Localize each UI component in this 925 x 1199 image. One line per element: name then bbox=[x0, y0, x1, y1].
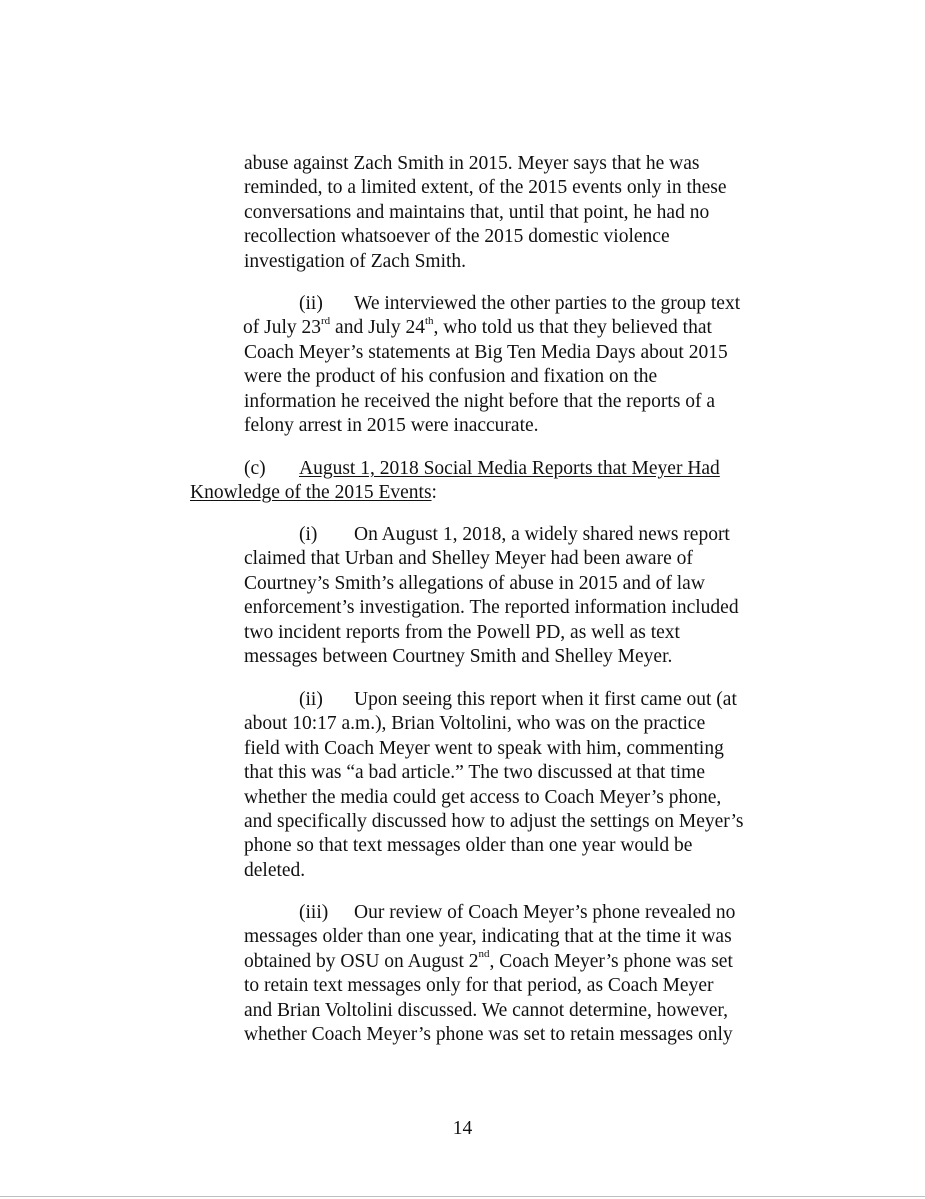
text-line: investigation of Zach Smith. bbox=[244, 250, 467, 272]
text-run: On August 1, 2018, a widely shared news report bbox=[354, 524, 730, 545]
text-line: about 10:17 a.m.), Brian Voltolini, who was on the practice bbox=[244, 713, 706, 735]
text-line: felony arrest in 2015 were inaccurate. bbox=[244, 414, 539, 436]
text-run: Upon seeing this report when it first came out (at bbox=[354, 689, 737, 710]
text-line bbox=[244, 901, 735, 925]
text-line bbox=[243, 316, 740, 340]
paragraph-number: (ii) bbox=[299, 293, 323, 314]
text-line: deleted. bbox=[244, 859, 306, 881]
text-line: whether Coach Meyer’s phone was set to retain messages only bbox=[244, 1023, 733, 1045]
paragraph-iii-phone-review bbox=[244, 901, 735, 1047]
text-line bbox=[244, 950, 735, 974]
heading-title: Knowledge of the 2015 Events bbox=[190, 482, 432, 504]
superscript: th bbox=[424, 314, 434, 327]
text-line: to retain text messages only for that period, as Coach Meyer bbox=[244, 975, 714, 997]
text-line bbox=[244, 688, 744, 712]
text-line: Courtney’s Smith’s allegations of abuse in 2015 and of law bbox=[244, 572, 705, 594]
heading-title: August 1, 2018 Social Media Reports that Meyer Had bbox=[299, 458, 720, 479]
text-line: that this was “a bad article.” The two discussed at that time bbox=[244, 762, 706, 784]
text-line: and specifically discussed how to adjust the settings on Meyer’s bbox=[244, 810, 744, 832]
text-run: of July 23 bbox=[243, 317, 321, 339]
text-line: and Brian Voltolini discussed. We cannot determine, however, bbox=[244, 999, 728, 1021]
paragraph-number: (iii) bbox=[299, 902, 329, 923]
text-run: , who told us that they believed that bbox=[433, 317, 712, 339]
text-line: enforcement’s investigation. The reported information included bbox=[244, 597, 739, 619]
superscript: rd bbox=[321, 314, 331, 327]
text-line: Coach Meyer’s statements at Big Ten Media Days about 2015 bbox=[244, 341, 728, 363]
paragraph-ii-voltolini bbox=[244, 688, 744, 883]
text-line: whether the media could get access to Coach Meyer’s phone, bbox=[244, 786, 722, 808]
paragraph-number: (i) bbox=[299, 524, 318, 545]
text-run: , Coach Meyer’s phone was set bbox=[489, 950, 733, 972]
text-line: reminded, to a limited extent, of the 2015 events only in these bbox=[244, 177, 727, 199]
text-line: two incident reports from the Powell PD, as well as text bbox=[244, 621, 680, 643]
heading-number: (c) bbox=[244, 458, 266, 479]
text-run: Our review of Coach Meyer’s phone revealed no bbox=[354, 902, 736, 923]
text-line bbox=[244, 292, 740, 316]
paragraph-ii-group-text bbox=[244, 292, 740, 438]
text-run: obtained by OSU on August 2 bbox=[244, 950, 479, 972]
heading-line bbox=[190, 481, 720, 505]
text-line: abuse against Zach Smith in 2015. Meyer says that he was bbox=[244, 153, 700, 174]
text-line: field with Coach Meyer went to speak with him, commenting bbox=[244, 737, 724, 759]
heading-line bbox=[190, 457, 720, 481]
text-line: information he received the night before that the reports of a bbox=[244, 390, 716, 412]
paragraph-continuation bbox=[244, 152, 727, 274]
text-line: messages older than one year, indicating that at the time it was bbox=[244, 926, 732, 948]
paragraph-i-news-report bbox=[244, 523, 739, 669]
text-line: claimed that Urban and Shelley Meyer had been aware of bbox=[244, 548, 693, 570]
text-line: recollection whatsoever of the 2015 domestic violence bbox=[244, 226, 670, 248]
page-number: 14 bbox=[452, 1118, 473, 1139]
text-line: messages between Courtney Smith and Shelley Meyer. bbox=[244, 645, 673, 667]
superscript: nd bbox=[478, 948, 490, 961]
text-run: and July 24 bbox=[330, 317, 425, 339]
text-line: were the product of his confusion and fixation on the bbox=[244, 366, 658, 388]
heading-colon: : bbox=[431, 482, 437, 504]
paragraph-number: (ii) bbox=[299, 689, 323, 710]
section-heading-c bbox=[190, 457, 720, 506]
text-run: We interviewed the other parties to the group text bbox=[354, 293, 741, 314]
text-line: conversations and maintains that, until that point, he had no bbox=[244, 201, 710, 223]
text-line bbox=[244, 523, 739, 547]
text-line: phone so that text messages older than one year would be bbox=[244, 835, 693, 857]
page-bottom-edge bbox=[0, 1196, 925, 1197]
